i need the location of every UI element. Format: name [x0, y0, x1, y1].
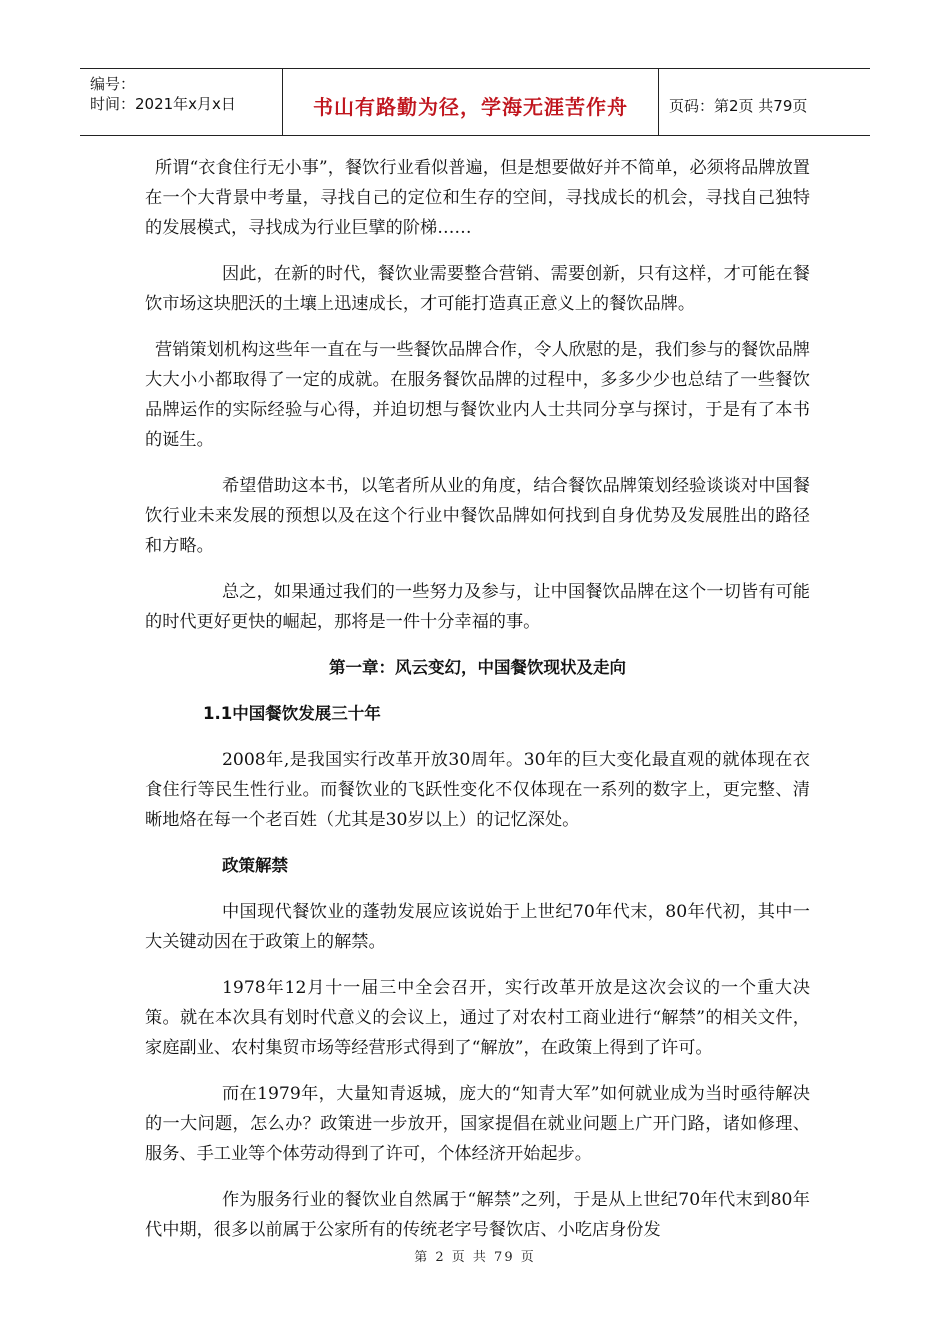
header-motto: 书山有路勤为径，学海无涯苦作舟	[283, 69, 659, 135]
header-meta	[80, 69, 283, 135]
number-label: 编号：	[90, 75, 136, 93]
document-body	[145, 153, 810, 1261]
paragraph: 中国现代餐饮业的蓬勃发展应该说始于上世纪70年代末，80年代初，其中一大关键动因在于政策上的解禁。	[145, 902, 810, 952]
paragraph: 营销策划机构这些年一直在与一些餐饮品牌合作，令人欣慰的是，我们参与的餐饮品牌大大小小都取得了一定的成就。在服务餐饮品牌的过程中，多多少少也总结了一些餐饮品牌运作的实际经验与心得，并迫切想与餐饮业内人士共同分享与探讨，于是有了本书的诞生。	[145, 340, 810, 450]
paragraph: 希望借助这本书，以笔者所从业的角度，结合餐饮品牌策划经验谈谈对中国餐饮行业未来发展的预想以及在这个行业中餐饮品牌如何找到自身优势及发展胜出的路径和方略。	[145, 476, 810, 556]
paragraph: 因此，在新的时代，餐饮业需要整合营销、需要创新，只有这样，才可能在餐饮市场这块肥沃的土壤上迅速成长，才可能打造真正意义上的餐饮品牌。	[145, 264, 810, 314]
page-footer: 第 2 页 共 79 页	[414, 1250, 536, 1265]
paragraph: 2008年,是我国实行改革开放30周年。30年的巨大变化最直观的就体现在衣食住行等民生性行业。而餐饮业的飞跃性变化不仅体现在一系列的数字上，更完整、清晰地烙在每一个老百姓（尤其是30岁以上）的记忆深处。	[145, 750, 810, 830]
paragraph: 作为服务行业的餐饮业自然属于“解禁”之列，于是从上世纪70年代末到80年代中期，很多以前属于公家所有的传统老字号餐饮店、小吃店身份发	[145, 1190, 810, 1240]
header-page-info: 页码：第2页 共79页	[669, 96, 808, 115]
time-label: 时间：2021年x月x日	[90, 95, 236, 113]
subsection-title: 政策解禁	[222, 856, 288, 875]
chapter-title: 第一章：风云变幻，中国餐饮现状及走向	[329, 658, 626, 677]
section-title: 1.1中国餐饮发展三十年	[203, 704, 381, 723]
paragraph: 所谓“衣食住行无小事”，餐饮行业看似普遍，但是想要做好并不简单，必须将品牌放置在一个大背景中考量，寻找自己的定位和生存的空间，寻找成长的机会，寻找自己独特的发展模式，寻找成为行业巨擘的阶梯……	[145, 158, 810, 238]
paragraph: 1978年12月十一届三中全会召开，实行改革开放是这次会议的一个重大决策。就在本次具有划时代意义的会议上，通过了对农村工商业进行“解禁”的相关文件，家庭副业、农村集贸市场等经营形式得到了“解放”，在政策上得到了许可。	[145, 978, 810, 1058]
page-header	[80, 68, 870, 136]
paragraph: 而在1979年，大量知青返城，庞大的“知青大军”如何就业成为当时亟待解决的一大问题，怎么办？政策进一步放开，国家提倡在就业问题上广开门路，诸如修理、服务、手工业等个体劳动得到了许可，个体经济开始起步。	[145, 1084, 810, 1164]
paragraph: 总之，如果通过我们的一些努力及参与，让中国餐饮品牌在这个一切皆有可能的时代更好更快的崛起，那将是一件十分幸福的事。	[145, 582, 810, 632]
